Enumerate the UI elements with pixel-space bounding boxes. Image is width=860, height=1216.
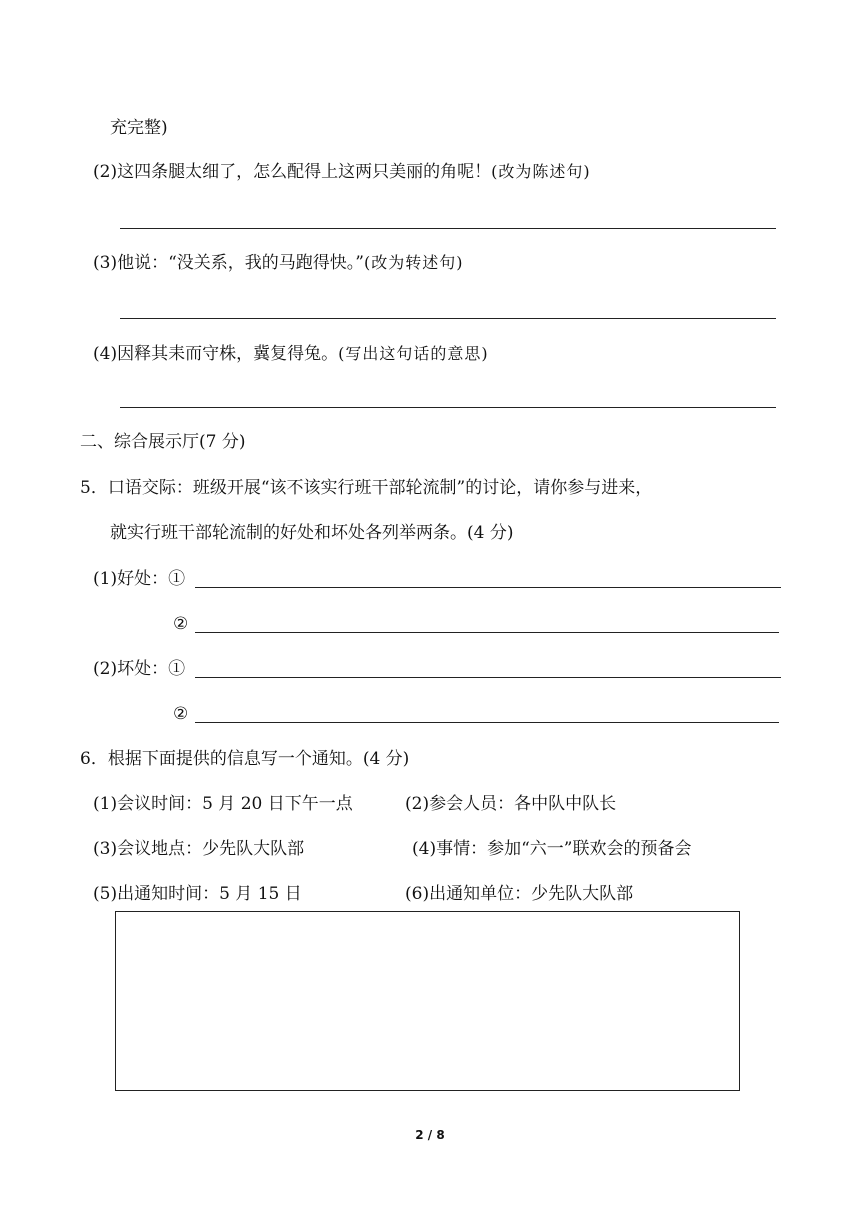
- answer-line: [195, 677, 781, 678]
- answer-line: [195, 587, 781, 588]
- q4-item-2: [93, 160, 591, 184]
- q6-title: 6．根据下面提供的信息写一个通知。(4 分): [80, 749, 410, 769]
- q6-info-2: (2)参会人员：各中队中队长: [405, 794, 617, 814]
- answer-line: [120, 228, 776, 229]
- notice-answer-box[interactable]: [115, 911, 740, 1091]
- q4-item-3-text: (3)他说：“没关系，我的马跑得快。”: [93, 253, 364, 273]
- q5-line-2: 就实行班干部轮流制的好处和坏处各列举两条。(4 分): [110, 523, 514, 543]
- q4-item-3-note: (改为转述句): [363, 253, 464, 272]
- page-number: 2 / 8: [415, 1128, 445, 1142]
- answer-line: [195, 632, 779, 633]
- q5-bad-label: (2)坏处：①: [93, 659, 186, 679]
- q5-good-label: (1)好处：①: [93, 569, 186, 589]
- section-2-title: 二、综合展示厅(7 分): [80, 432, 246, 452]
- q4-item-3: [93, 251, 463, 275]
- q4-item-4-text: (4)因释其耒而守株，冀复得兔。: [93, 344, 339, 364]
- answer-line: [120, 407, 776, 408]
- q4-item-4-note: (写出这句话的意思): [338, 344, 489, 363]
- q5-line-1: 5．口语交际：班级开展“该不该实行班干部轮流制”的讨论，请你参与进来，: [80, 478, 653, 498]
- q4-item-2-text: (2)这四条腿太细了，怎么配得上这两只美丽的角呢！: [93, 162, 492, 182]
- q4-item-2-note: (改为陈述句): [491, 162, 591, 181]
- q4-item-4: [93, 342, 489, 366]
- answer-line: [195, 722, 779, 723]
- q6-info-3: (3)会议地点：少先队大队部: [93, 839, 305, 859]
- q6-info-6: (6)出通知单位：少先队大队部: [405, 884, 634, 904]
- q6-info-1: (1)会议时间：5 月 20 日下午一点: [93, 794, 353, 814]
- answer-line: [120, 318, 776, 319]
- q6-info-5: (5)出通知时间：5 月 15 日: [93, 884, 302, 904]
- q5-good-2: ②: [173, 614, 189, 634]
- q4-continuation: 充完整): [110, 118, 168, 138]
- q5-bad-2: ②: [173, 704, 189, 724]
- q6-info-4: (4)事情：参加“六一”联欢会的预备会: [412, 839, 692, 859]
